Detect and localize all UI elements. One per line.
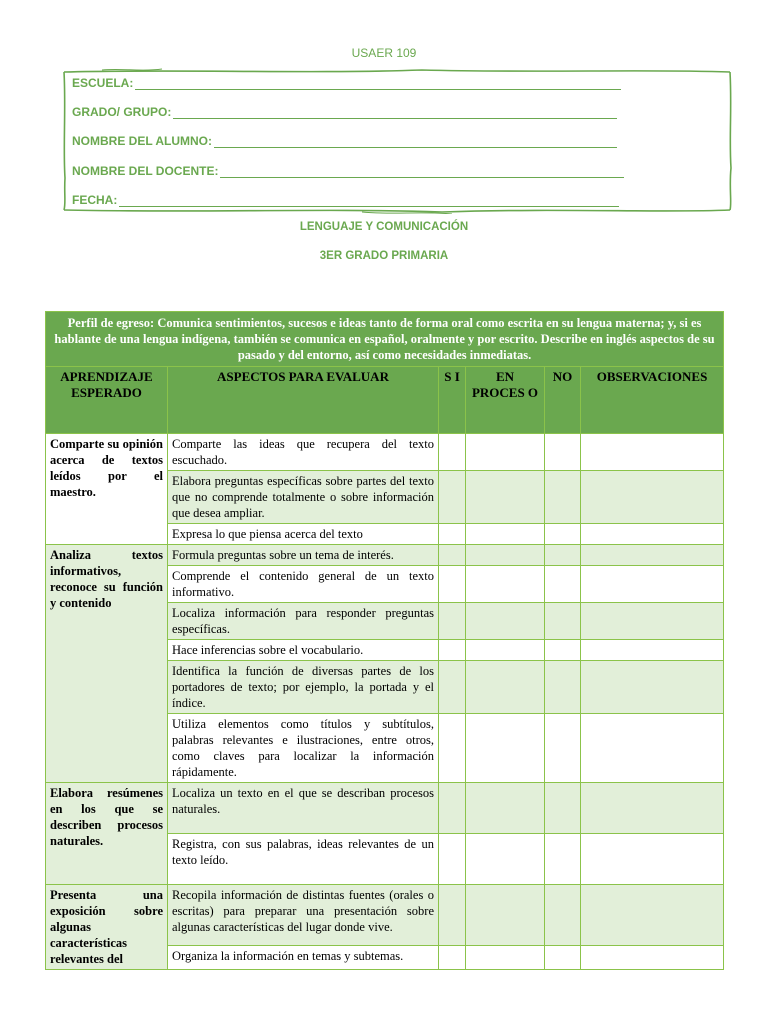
en-proceso-cell[interactable] [466,661,545,714]
header-row [46,367,724,434]
aspecto-cell: Expresa lo que piensa acerca del texto [168,524,439,545]
aspecto-cell: Identifica la función de diversas partes de los portadores de texto; por ejemplo, la portada y el índice. [168,661,439,714]
en-proceso-cell[interactable] [466,434,545,471]
en-proceso-cell[interactable] [466,566,545,603]
en-proceso-cell[interactable] [466,834,545,885]
si-cell[interactable] [439,661,466,714]
no-cell[interactable] [545,661,581,714]
si-cell[interactable] [439,640,466,661]
observaciones-cell[interactable] [581,885,724,946]
aspecto-cell: Comparte las ideas que recupera del texto escuchado. [168,434,439,471]
observaciones-cell[interactable] [581,783,724,834]
grado-field [72,103,617,119]
aspecto-cell: Organiza la información en temas y subtemas. [168,945,439,969]
table-row [46,885,724,946]
col-aspectos: ASPECTOS PARA EVALUAR [168,367,439,434]
en-proceso-cell[interactable] [466,640,545,661]
si-cell[interactable] [439,524,466,545]
observaciones-cell[interactable] [581,945,724,969]
docente-input-line[interactable] [220,165,624,178]
si-cell[interactable] [439,714,466,783]
no-cell[interactable] [545,603,581,640]
alumno-input-line[interactable] [214,135,617,148]
document-title: USAER 109 [351,46,417,60]
col-en-proceso: EN PROCES O [466,367,545,434]
perfil-egreso-text: Perfil de egreso: Comunica sentimientos, sucesos e ideas tanto de forma oral como escrita en su lengua materna; y, si es hablante de una lengua indígena, también se comunica en español, oralmente y por escrito. Describe en inglés aspectos de su pasado y del entorno, así como necesidades inmediatas. [46,312,724,367]
en-proceso-cell[interactable] [466,524,545,545]
col-si: S I [439,367,466,434]
aspecto-cell: Utiliza elementos como títulos y subtítulos, palabras relevantes e ilustraciones, entre otros, como claves para localizar la información rápidamente. [168,714,439,783]
alumno-field [72,132,617,148]
observaciones-cell[interactable] [581,524,724,545]
en-proceso-cell[interactable] [466,945,545,969]
observaciones-cell[interactable] [581,566,724,603]
grado-input-line[interactable] [173,106,617,119]
col-observaciones: OBSERVACIONES [581,367,724,434]
no-cell[interactable] [545,524,581,545]
fecha-input-line[interactable] [119,194,619,207]
no-cell[interactable] [545,545,581,566]
col-no: NO [545,367,581,434]
table-row [46,434,724,471]
si-cell[interactable] [439,471,466,524]
observaciones-cell[interactable] [581,434,724,471]
fecha-label: FECHA: [72,193,118,207]
fecha-field [72,191,619,207]
si-cell[interactable] [439,603,466,640]
aprendizaje-cell: Elabora resúmenes en los que se describen procesos naturales. [46,783,168,885]
no-cell[interactable] [545,640,581,661]
no-cell[interactable] [545,434,581,471]
observaciones-cell[interactable] [581,640,724,661]
docente-label: NOMBRE DEL DOCENTE: [72,164,219,178]
no-cell[interactable] [545,834,581,885]
aspecto-cell: Registra, con sus palabras, ideas relevantes de un texto leído. [168,834,439,885]
escuela-input-line[interactable] [135,77,621,90]
en-proceso-cell[interactable] [466,783,545,834]
no-cell[interactable] [545,783,581,834]
grade-title: 3ER GRADO PRIMARIA [319,250,449,262]
observaciones-cell[interactable] [581,834,724,885]
aprendizaje-cell: Comparte su opinión acerca de textos leídos por el maestro. [46,434,168,545]
observaciones-cell[interactable] [581,545,724,566]
aspecto-cell: Localiza información para responder preguntas específicas. [168,603,439,640]
en-proceso-cell[interactable] [466,545,545,566]
no-cell[interactable] [545,714,581,783]
en-proceso-cell[interactable] [466,471,545,524]
si-cell[interactable] [439,834,466,885]
si-cell[interactable] [439,566,466,603]
si-cell[interactable] [439,545,466,566]
docente-field [72,162,624,178]
no-cell[interactable] [545,566,581,603]
alumno-label: NOMBRE DEL ALUMNO: [72,134,212,148]
escuela-label: ESCUELA: [72,76,134,90]
observaciones-cell[interactable] [581,714,724,783]
si-cell[interactable] [439,783,466,834]
subject-title: LENGUAJE Y COMUNICACIÓN [299,221,469,233]
aspecto-cell: Localiza un texto en el que se describan procesos naturales. [168,783,439,834]
aprendizaje-cell: Presenta una exposición sobre algunas características relevantes del [46,885,168,970]
grado-label: GRADO/ GRUPO: [72,105,172,119]
en-proceso-cell[interactable] [466,603,545,640]
aspecto-cell: Comprende el contenido general de un texto informativo. [168,566,439,603]
si-cell[interactable] [439,434,466,471]
evaluation-table [45,311,724,970]
no-cell[interactable] [545,885,581,946]
aspecto-cell: Formula preguntas sobre un tema de interés. [168,545,439,566]
si-cell[interactable] [439,945,466,969]
aprendizaje-cell: Analiza textos informativos, reconoce su función y contenido [46,545,168,783]
aspecto-cell: Elabora preguntas específicas sobre partes del texto que no comprende totalmente o sobre información que desea ampliar. [168,471,439,524]
escuela-field [72,74,621,90]
en-proceso-cell[interactable] [466,885,545,946]
table-row [46,545,724,566]
table-row [46,783,724,834]
observaciones-cell[interactable] [581,471,724,524]
perfil-row [46,312,724,367]
aspecto-cell: Hace inferencias sobre el vocabulario. [168,640,439,661]
en-proceso-cell[interactable] [466,714,545,783]
aspecto-cell: Recopila información de distintas fuentes (orales o escritas) para preparar una presentación sobre algunas características del lugar donde vive. [168,885,439,946]
observaciones-cell[interactable] [581,661,724,714]
no-cell[interactable] [545,471,581,524]
col-aprendizaje: APRENDIZAJE ESPERADO [46,367,168,434]
no-cell[interactable] [545,945,581,969]
observaciones-cell[interactable] [581,603,724,640]
si-cell[interactable] [439,885,466,946]
